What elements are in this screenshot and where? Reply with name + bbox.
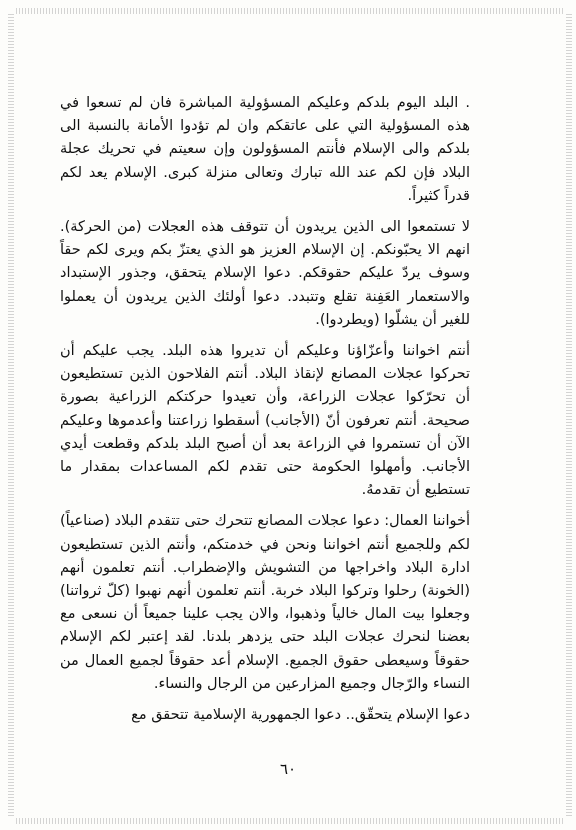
page-number: ٦٠	[279, 760, 297, 778]
decorative-border-bottom	[16, 818, 564, 824]
decorative-border-right	[566, 14, 572, 816]
paragraph-1: . البلد اليوم بلدكم وعليكم المسؤولية المباشرة فان لم تسعوا في هذه المسؤولية التي على عاتقكم وان لم تؤدوا الأمانة بالنسبة الى بلدكم والى الإسلام فأنتم المسؤولون وإن سعيتم في تحريك عجلة البلاد فإن لكم عند الله تبارك وتعالى منزلة كبرى. الإسلام يعد لكم قدراً كثيراً.	[60, 95, 470, 204]
paragraph-2: لا تستمعوا الى الذين يريدون أن تتوقف هذه العجلات (من الحركة). انهم الا يحبّونكم. إن الإسلام العزيز هو الذي يعتزّ بكم ويرى لكم حقاً وسوف يردّ عليكم حقوقكم. دعوا الإسلام يتحقق، وجذور الإستبداد والاستعمار العَفِنة تقلع وتتبدد. دعوا أولئك الذين يريدون أن يعملوا للغير أن يشلّوا (ويطردوا).	[60, 219, 470, 328]
page-body	[60, 92, 470, 727]
paragraph-5: دعوا الإسلام يتحقّق.. دعوا الجمهورية الإسلامية تتحقق مع	[131, 707, 470, 724]
paragraph-3: أنتم اخواننا وأعزّاؤنا وعليكم أن تديروا هذه البلد. يجب عليكم أن تحركوا عجلات المصانع لإنقاذ البلاد. أنتم الفلاحون الذين تستطيعون أن تحرّكوا عجلات الزراعة، وأن تعيدوا حركتكم الزراعية بصورة صحيحة. أنتم تعرفون أنّ (الأجانب) أسقطوا زراعتنا وأعدموها وعليكم الآن أن تستمروا في الزراعة بعد أن أصبح البلد بلدكم وقطعت أيدي الأجانب. وأمهلوا الحكومة حتى تقدم لكم المساعدات بمقدار ما تستطيع أن تقدمهُ.	[60, 343, 470, 499]
decorative-border-top	[16, 8, 564, 14]
decorative-border-left	[8, 14, 14, 816]
paragraph-4: أخواننا العمال: دعوا عجلات المصانع تتحرك حتى تتقدم البلاد (صناعياً) لكم وللجميع أنتم اخواننا ونحن في خدمتكم، وأنتم الذين تستطيعون ادارة البلاد واخراجها من التشويش والإضطراب. أنتم تعلمون أنهم (الخونة) رحلوا وتركوا البلاد خربة. أنتم تعلمون أنهم نهبوا (كلّ ثرواتنا) وجعلوا بيت المال خالياً وذهبوا، والان يجب علينا جميعاً أن نسعى مع بعضنا لنحرك عجلات البلد حتى يزدهر بلدنا. لقد إعتبر لكم الإسلام حقوقاً وسيعطى حقوق الجميع. الإسلام أعد حقوقاً لجميع العمال من النساء والرّجال وجميع المزارعين من الرجال والنساء.	[60, 513, 470, 692]
